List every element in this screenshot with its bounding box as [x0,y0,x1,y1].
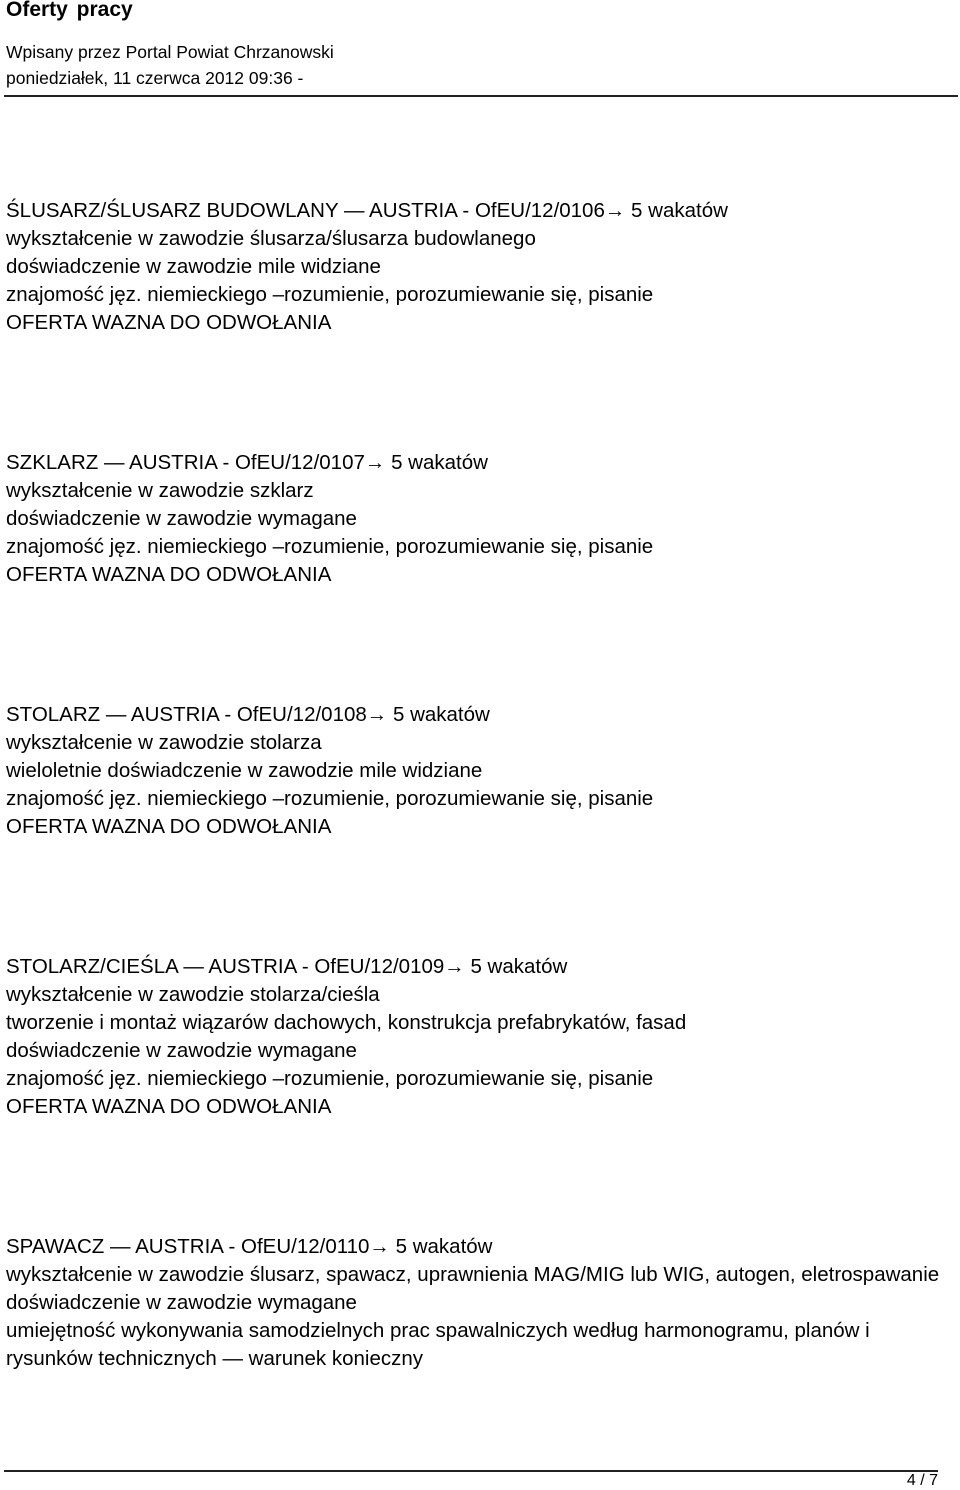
job-detail: wykształcenie w zawodzie stolarza [6,731,322,754]
job-offer [6,1233,956,1373]
job-offer [6,953,956,1121]
header-divider [4,95,958,97]
job-detail: znajomość jęz. niemieckiego –rozumienie, porozumiewanie się, pisanie [6,283,654,306]
job-detail: znajomość jęz. niemieckiego –rozumienie, porozumiewanie się, pisanie [6,1067,654,1090]
job-detail: wieloletnie doświadczenie w zawodzie mile widziane [6,759,483,782]
job-detail: umiejętność wykonywania samodzielnych prac spawalniczych według harmonogramu, planów i rysunków technicznych — warunek konieczny [6,1319,870,1370]
job-detail: OFERTA WAZNA DO ODWOŁANIA [6,563,332,586]
job-title: STOLARZ/CIEŚLA — AUSTRIA - OfEU/12/0109→ 5 wakatów [6,955,568,978]
job-detail: wykształcenie w zawodzie stolarza/cieśla [6,983,380,1006]
footer-divider [4,1470,938,1472]
job-detail: wykształcenie w zawodzie ślusarz, spawacz, uprawnienia MAG/MIG lub WIG, autogen, eletrospawanie [6,1263,940,1286]
job-title: ŚLUSARZ/ŚLUSARZ BUDOWLANY — AUSTRIA - OfEU/12/0106→ 5 wakatów [6,199,728,222]
job-title: SPAWACZ — AUSTRIA - OfEU/12/0110→ 5 wakatów [6,1235,493,1258]
job-detail: OFERTA WAZNA DO ODWOŁANIA [6,815,332,838]
job-detail: doświadczenie w zawodzie wymagane [6,1039,357,1062]
job-detail: znajomość jęz. niemieckiego –rozumienie, porozumiewanie się, pisanie [6,535,654,558]
job-detail: doświadczenie w zawodzie mile widziane [6,255,381,278]
job-title: STOLARZ — AUSTRIA - OfEU/12/0108→ 5 wakatów [6,703,490,726]
job-detail: wykształcenie w zawodzie ślusarza/ślusarza budowlanego [6,227,536,250]
date: poniedziałek, 11 czerwca 2012 09:36 - [6,68,304,88]
job-detail: znajomość jęz. niemieckiego –rozumienie, porozumiewanie się, pisanie [6,787,654,810]
job-title: SZKLARZ — AUSTRIA - OfEU/12/0107→ 5 wakatów [6,451,488,474]
job-detail: wykształcenie w zawodzie szklarz [6,479,314,502]
job-detail: tworzenie i montaż wiązarów dachowych, konstrukcja prefabrykatów, fasad [6,1011,687,1034]
job-detail: doświadczenie w zawodzie wymagane [6,507,357,530]
job-detail: OFERTA WAZNA DO ODWOŁANIA [6,1095,332,1118]
page-title: Oferty pracy [6,0,133,21]
job-offer [6,197,956,337]
job-detail: doświadczenie w zawodzie wymagane [6,1291,357,1314]
job-detail: OFERTA WAZNA DO ODWOŁANIA [6,311,332,334]
job-offer [6,449,956,589]
page-number: 4 / 7 [906,1472,938,1489]
author: Wpisany przez Portal Powiat Chrzanowski [6,42,334,62]
job-offer [6,701,956,841]
